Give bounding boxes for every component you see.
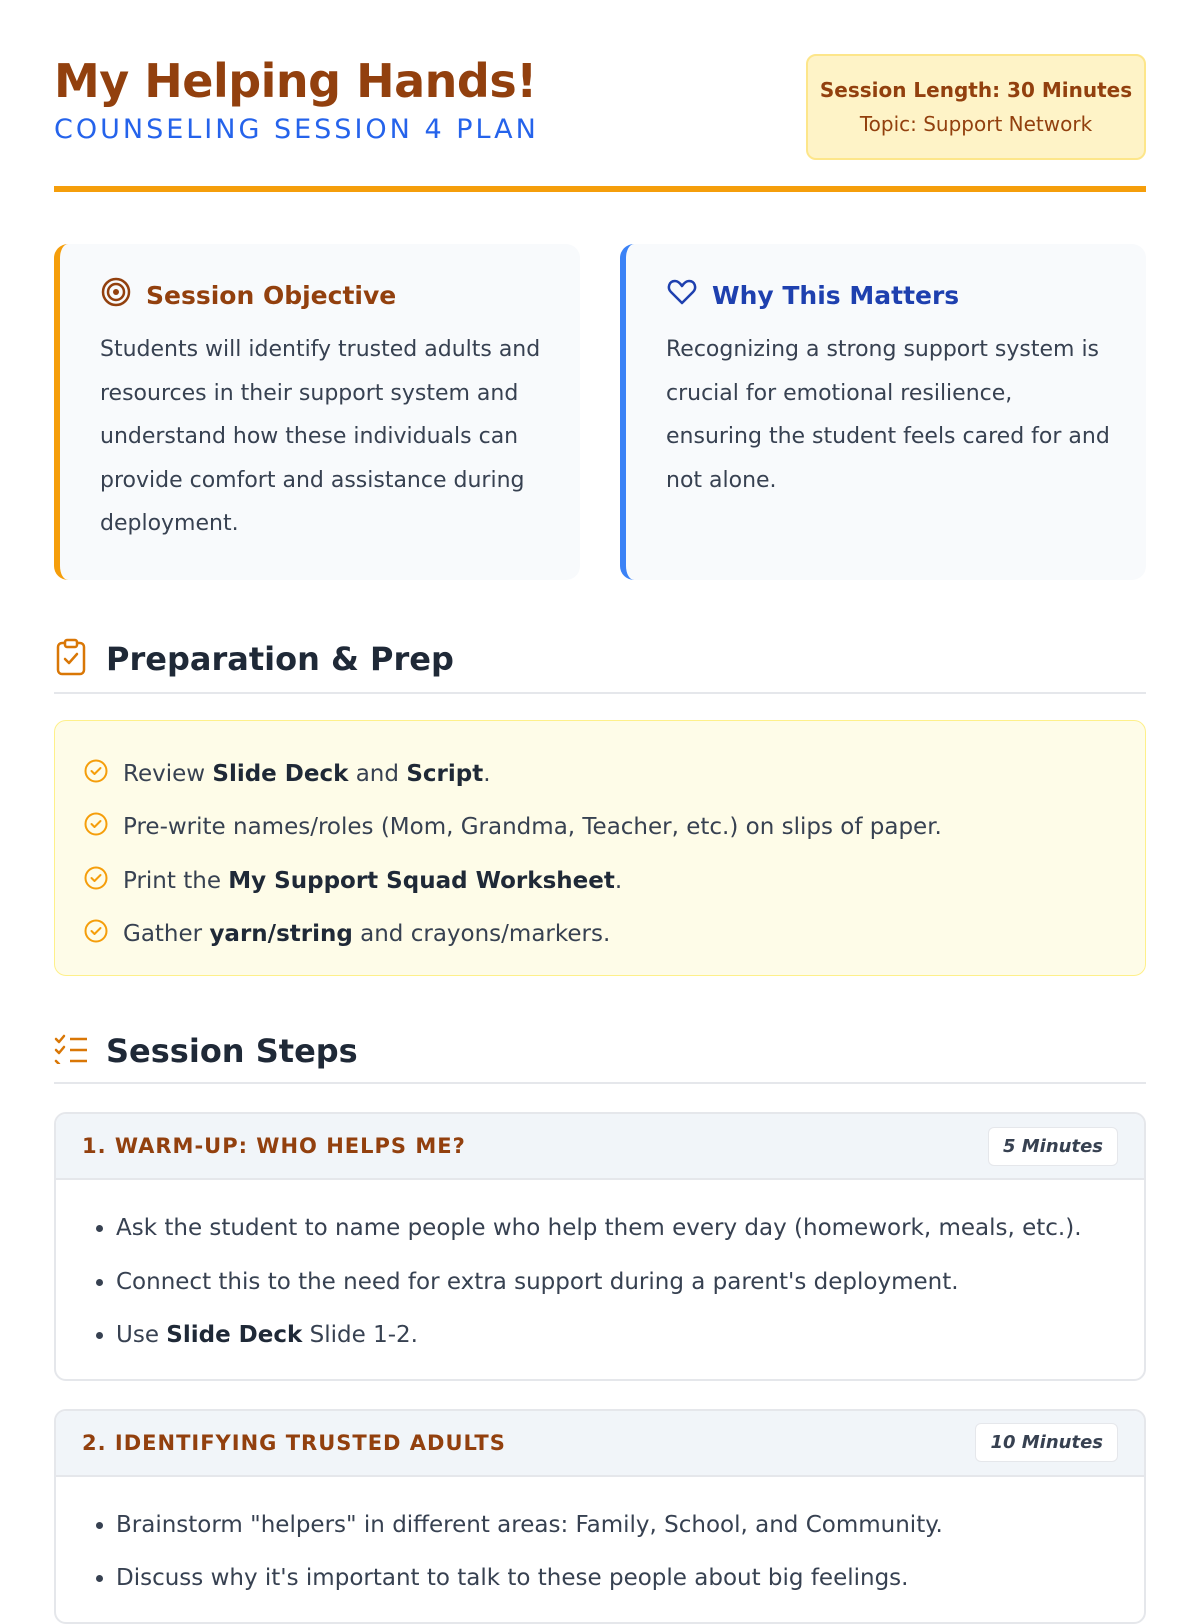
step-bullet-emphasis: Slide Deck (166, 1322, 303, 1348)
session-length: Session Length: 30 Minutes (819, 78, 1133, 102)
objective-card-header (100, 276, 544, 314)
session-meta-box (806, 54, 1146, 160)
prep-item-segment: . (483, 760, 491, 787)
check-circle-icon (83, 811, 109, 843)
prep-item-segment: Gather (123, 921, 210, 948)
step-title: 1. WARM-UP: WHO HELPS ME? (82, 1134, 466, 1158)
prep-checklist-item (83, 908, 1117, 962)
step-bullet (116, 1256, 1118, 1310)
step-bullet (116, 1499, 1118, 1553)
prep-section-title: Preparation & Prep (106, 640, 454, 678)
why-text: Recognizing a strong support system is crucial for emotional resilience, ensuring the student feels cared for and not alone. (666, 337, 1110, 493)
step-bullet-segment: Slide 1-2. (302, 1322, 418, 1348)
prep-item-emphasis: Slide Deck (212, 760, 349, 787)
step-bullet (116, 1202, 1118, 1256)
target-icon (100, 276, 132, 314)
header-divider (54, 186, 1146, 192)
page-subtitle: COUNSELING SESSION 4 PLAN (54, 114, 539, 145)
step-duration-badge: 10 Minutes (975, 1423, 1118, 1462)
steps-section (54, 1032, 1146, 1624)
step-bullet (116, 1309, 1118, 1363)
prep-item-segment: and (348, 760, 407, 787)
step-bullet-segment: Ask the student to name people who help them every day (homework, meals, etc.). (116, 1215, 1082, 1241)
prep-item-text (123, 868, 622, 894)
steps-list (54, 1112, 1146, 1624)
check-circle-icon (83, 758, 109, 790)
step-bullet-segment: Connect this to the need for extra support during a parent's deployment. (116, 1268, 959, 1295)
prep-checklist (54, 720, 1146, 976)
step-header (56, 1114, 1144, 1180)
prep-checklist-item (83, 747, 1117, 801)
clipboard-check-icon (54, 638, 88, 680)
info-cards (54, 244, 1146, 580)
prep-section (54, 638, 1146, 976)
prep-item-emphasis: yarn/string (209, 921, 353, 948)
session-topic: Topic: Support Network (859, 112, 1093, 136)
objective-card (54, 244, 580, 580)
prep-item-segment: Pre-write names/roles (Mom, Grandma, Teacher, etc.) on slips of paper. (123, 814, 942, 841)
step-bullet-segment: Discuss why it's important to talk to these people about big feelings. (116, 1565, 909, 1591)
step-bullet-list (82, 1499, 1118, 1606)
prep-item-segment: . (614, 867, 623, 894)
steps-section-header (54, 1032, 1146, 1084)
check-circle-icon (83, 865, 109, 897)
prep-item-emphasis: Script (406, 760, 484, 787)
list-checks-icon (54, 1034, 88, 1068)
title-group (54, 52, 539, 145)
prep-item-segment: Review (123, 760, 213, 787)
page-title: My Helping Hands! (54, 54, 537, 108)
step-title: 2. IDENTIFYING TRUSTED ADULTS (82, 1430, 506, 1455)
step-card (54, 1409, 1146, 1624)
steps-section-title: Session Steps (106, 1032, 358, 1070)
step-duration-badge: 5 Minutes (988, 1127, 1118, 1166)
why-title: Why This Matters (712, 280, 960, 310)
prep-item-segment: and crayons/markers. (352, 921, 611, 948)
step-body (56, 1180, 1144, 1379)
prep-item-segment: Print the (123, 867, 229, 894)
step-bullet-list (82, 1202, 1118, 1363)
page-header (54, 52, 1146, 160)
objective-title: Session Objective (146, 280, 397, 310)
prep-section-header (54, 638, 1146, 694)
step-header (56, 1411, 1144, 1477)
prep-item-text (123, 814, 942, 840)
prep-checklist-item (83, 801, 1117, 855)
prep-item-text (123, 921, 610, 947)
objective-text: Students will identify trusted adults and resources in their support system and understand how these individuals can provide comfort and assistance during deployment. (100, 337, 541, 536)
heart-icon (666, 276, 698, 314)
why-card-header (666, 276, 1110, 314)
check-circle-icon (83, 918, 109, 950)
why-card (620, 244, 1146, 580)
step-bullet-segment: Brainstorm "helpers" in different areas: Family, School, and Community. (116, 1511, 943, 1538)
prep-item-emphasis: My Support Squad Worksheet (228, 867, 615, 894)
step-bullet-segment: Use (116, 1322, 167, 1348)
prep-item-text (123, 761, 491, 787)
step-card (54, 1112, 1146, 1381)
prep-checklist-item (83, 854, 1117, 908)
step-bullet (116, 1552, 1118, 1606)
